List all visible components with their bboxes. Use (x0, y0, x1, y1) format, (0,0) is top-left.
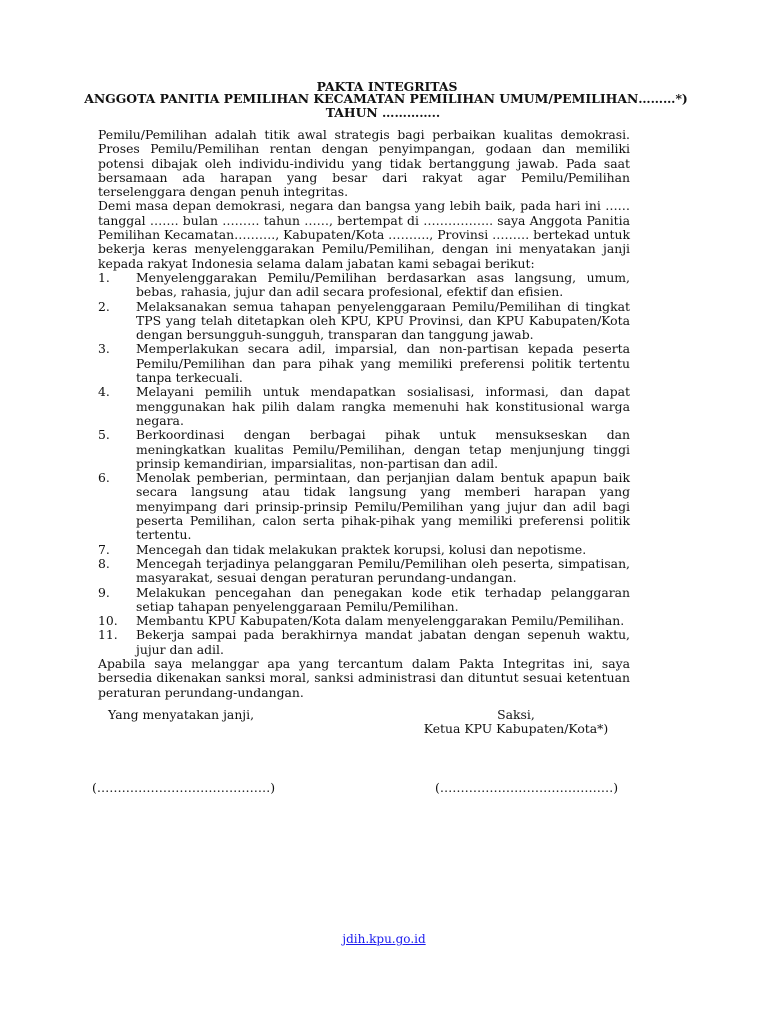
document-body (98, 128, 630, 700)
declaration-paragraph: Demi masa depan demokrasi, negara dan bangsa yang lebih baik, pada hari ini …… tanggal ……. bulan ……… tahun ……, bertempat di …………….. saya Anggota Panitia Pemilihan Kecamatan………., Kabupaten/Kota ………., Provinsi ……… bertekad untuk bekerja keras menyelenggarakan Pemilu/Pemilihan, dengan ini menyatakan janji kepada rakyat Indonesia selama dalam jabatan kami sebagai berikut: (98, 198, 630, 271)
closing-paragraph: Apabila saya melanggar apa yang tercantum dalam Pakta Integritas ini, saya bersedia dikenakan sanksi moral, sanksi administrasi dan dituntut sesuai ketentuan peraturan perundang-undangan. (98, 655, 630, 700)
list-item-text: Menolak pemberian, permintaan, dan perjanjian dalam bentuk apapun baik secara langsung atau tidak langsung yang memberi harapan yang menyimpang dari prinsip-prinsip Pemilu/Pemilihan yang jujur dan adil bagi peserta Pemilihan, calon serta pihak-pihak yang memiliki preferensi politik tertentu. (136, 470, 630, 543)
list-item (98, 586, 630, 615)
list-item-text: Mencegah dan tidak melakukan praktek korupsi, kolusi dan nepotisme. (136, 541, 587, 557)
list-item-text: Mencegah terjadinya pelanggaran Pemilu/Pemilihan oleh peserta, simpatisan, masyarakat, sesuai dengan peraturan perundang-undangan. (136, 555, 630, 586)
list-item-text: Memperlakukan secara adil, imparsial, dan non-partisan kepada peserta Pemilu/Pemilihan dan para pihak yang memiliki preferensi politik tertentu tanpa terkecuali. (136, 341, 630, 386)
list-item-number: 7. (98, 541, 110, 557)
footer-link[interactable]: jdih.kpu.go.id (342, 932, 426, 946)
list-item-number: 2. (98, 298, 110, 314)
list-item-number: 1. (98, 269, 110, 285)
list-item (98, 271, 630, 300)
signature-left-label: Yang menyatakan janji, (108, 707, 255, 722)
list-item-number: 11. (98, 627, 118, 643)
list-item (98, 614, 630, 628)
list-item-number: 3. (98, 341, 110, 357)
list-item (98, 342, 630, 385)
list-item-number: 10. (98, 613, 118, 629)
list-item-number: 4. (98, 384, 110, 400)
list-item (98, 543, 630, 557)
list-item-text: Melayani pemilih untuk mendapatkan sosialisasi, informasi, dan dapat menggunakan hak pilih dalam rangka memenuhi hak konstitusional warga negara. (136, 384, 630, 428)
witness-label: Saksi, (497, 707, 535, 722)
list-item-number: 6. (98, 470, 110, 486)
signature-right-blank: (……………………………………) (435, 780, 619, 795)
list-item-text: Bekerja sampai pada berakhirnya mandat jabatan dengan sepenuh waktu, jujur dan adil. (136, 627, 630, 657)
commitment-list (98, 271, 630, 657)
list-item-number: 5. (98, 427, 110, 443)
document-subtitle: ANGGOTA PANITIA PEMILIHAN KECAMATAN PEMILIHAN UMUM/PEMILIHAN………*) (84, 91, 688, 106)
list-item-text: Berkoordinasi dengan berbagai pihak untuk mensukseskan dan meningkatkan kualitas Pemilu/Pemilihan, dengan tetap menjunjung tinggi prinsip kemandirian, imparsialitas, non-partisan dan adil. (136, 427, 630, 471)
list-item-text: Melakukan pencegahan dan penegakan kode etik terhadap pelanggaran setiap tahapan penyelenggaraan Pemilu/Pemilihan. (136, 584, 630, 614)
list-item (98, 628, 630, 657)
list-item (98, 385, 630, 428)
list-item (98, 557, 630, 586)
signature-left-blank: (……………………………………) (92, 780, 276, 795)
list-item-number: 9. (98, 584, 110, 600)
signature-right-block (386, 708, 646, 737)
witness-title: Ketua KPU Kabupaten/Kota*) (423, 721, 609, 737)
list-item-text: Melaksanakan semua tahapan penyelenggaraan Pemilu/Pemilihan di tingkat TPS yang telah ditetapkan oleh KPU, KPU Provinsi, dan KPU Kabupaten/Kota dengan bersungguh-sungguh, transparan dan tanggung jawab. (136, 298, 630, 343)
list-item-number: 8. (98, 555, 110, 571)
document-title: PAKTA INTEGRITAS (316, 79, 458, 94)
list-item (98, 300, 630, 343)
list-item-text: Menyelenggarakan Pemilu/Pemilihan berdasarkan asas langsung, umum, bebas, rahasia, jujur dan adil secara profesional, efektif dan efisien. (136, 269, 630, 300)
document-year-line: TAHUN ………….. (325, 105, 441, 120)
list-item (98, 428, 630, 471)
list-item (98, 471, 630, 542)
footer (0, 932, 768, 946)
list-item-text: Membantu KPU Kabupaten/Kota dalam menyelenggarakan Pemilu/Pemilihan. (136, 613, 625, 629)
intro-paragraph: Pemilu/Pemilihan adalah titik awal strategis bagi perbaikan kualitas demokrasi. Proses Pemilu/Pemilihan rentan dengan penyimpangan, godaan dan memiliki potensi dibajak oleh individu-individu yang tidak bertanggung jawab. Pada saat bersamaan ada harapan yang besar dari rakyat agar Pemilu/Pemilihan terselenggara dengan penuh integritas. (98, 127, 630, 200)
